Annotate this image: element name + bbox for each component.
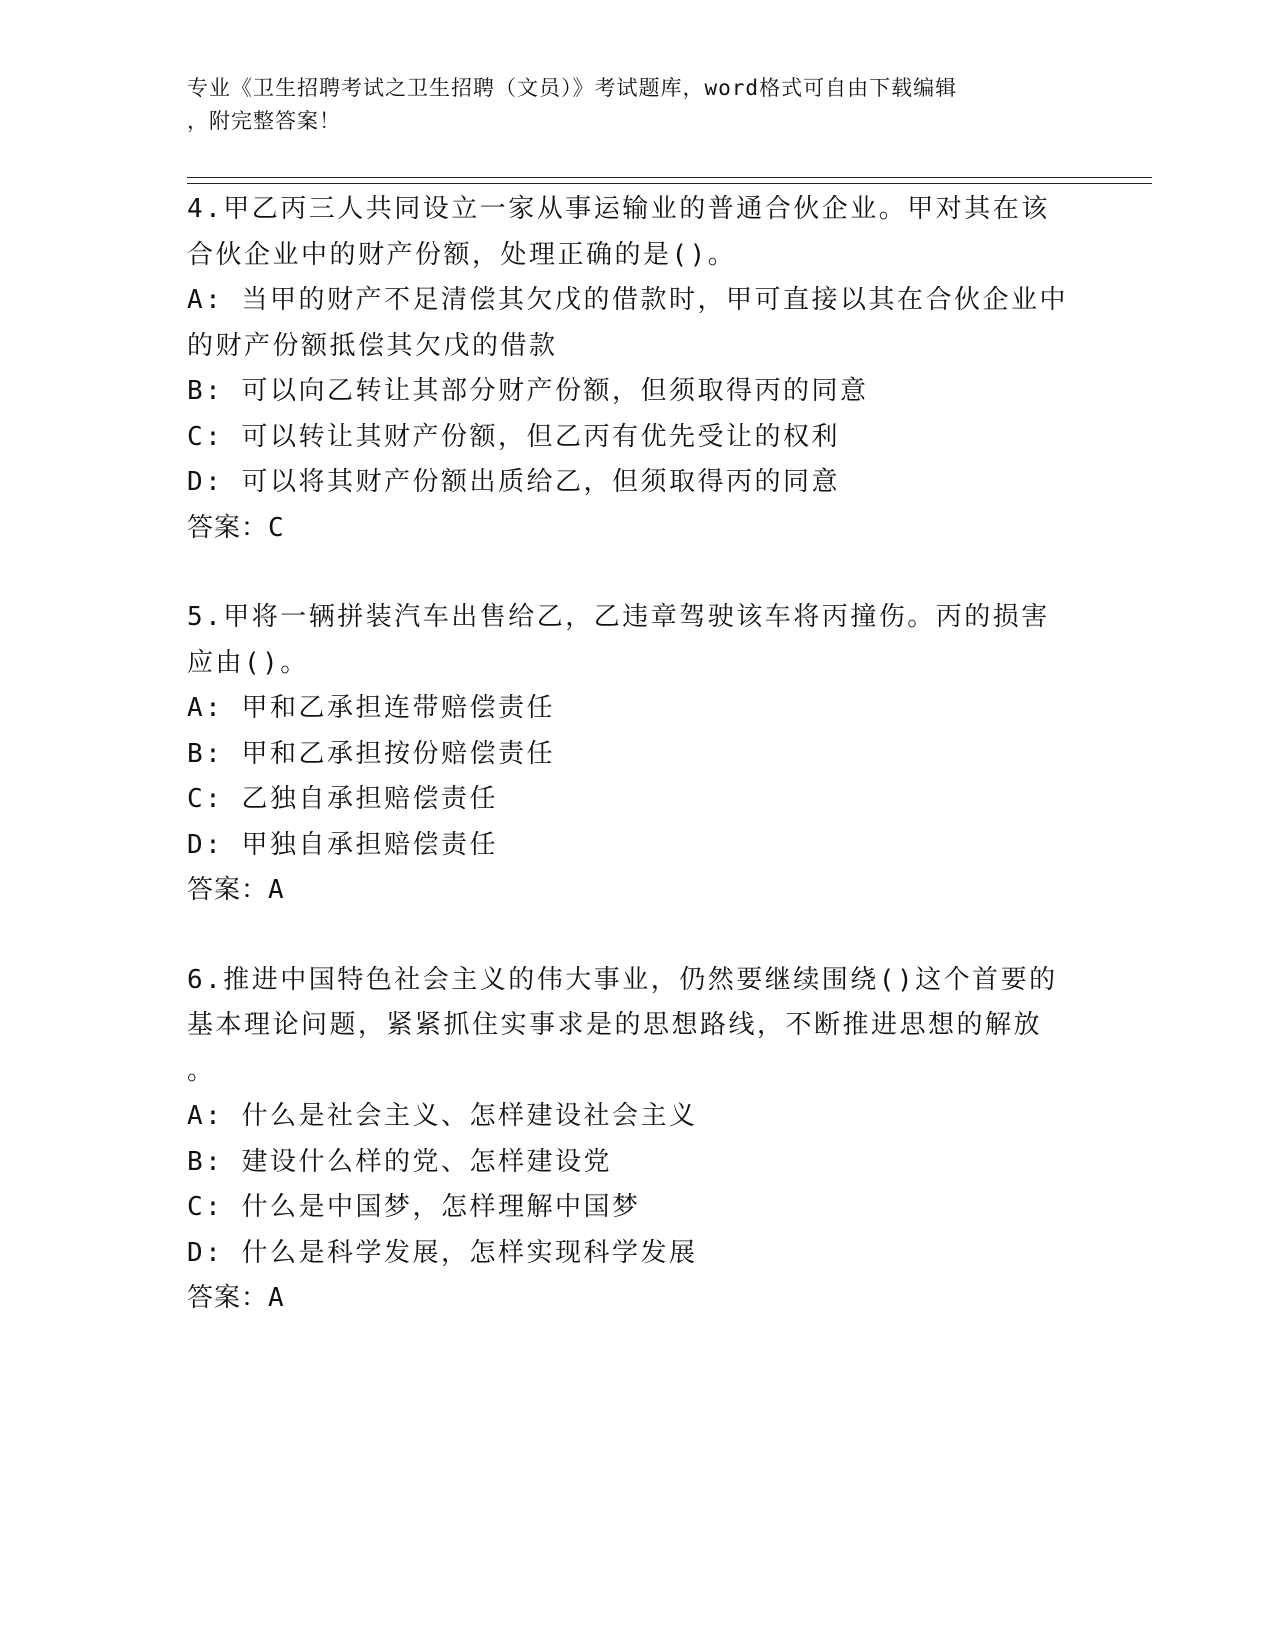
option-d: D: 甲独自承担赔偿责任 — [187, 829, 498, 860]
question-spacer — [187, 551, 1087, 595]
question-stem-line: 合伙企业中的财产份额，处理正确的是()。 — [187, 239, 737, 270]
option-c: C: 什么是中国梦，怎样理解中国梦 — [187, 1192, 641, 1222]
header-line-2: ，附完整答案！ — [187, 109, 341, 133]
answer-label: 答案： — [187, 512, 269, 543]
header-line-1: 专业《卫生招聘考试之卫生招聘（文员）》考试题库，word格式可自由下载编辑 — [187, 76, 958, 100]
question-stem-line: 基本理论问题，紧紧抓住实事求是的思想路线，不断推进思想的解放 — [187, 1010, 1043, 1040]
question-list — [187, 187, 1087, 1322]
question-spacer — [187, 914, 1087, 958]
answer-label: 答案： — [187, 875, 269, 905]
document-header — [187, 72, 1067, 138]
option-c: C: 乙独自承担赔偿责任 — [187, 784, 498, 814]
option-b: B: 建设什么样的党、怎样建设党 — [187, 1146, 612, 1177]
question-item — [187, 187, 1087, 551]
question-item — [187, 595, 1087, 914]
answer-value: A — [268, 1283, 285, 1313]
option-c: C: 可以转让其财产份额，但乙丙有优先受让的权利 — [187, 421, 840, 452]
option-b: B: 甲和乙承担按份赔偿责任 — [187, 738, 555, 769]
header-divider-top — [187, 177, 1152, 178]
question-stem-line: 6.推进中国特色社会主义的伟大事业，仍然要继续围绕()这个首要的 — [187, 964, 1058, 995]
question-stem-line: 5.甲将一辆拼装汽车出售给乙，乙违章驾驶该车将丙撞伤。丙的损害 — [187, 602, 1050, 632]
answer-label: 答案： — [187, 1283, 269, 1313]
question-stem-line: 4.甲乙丙三人共同设立一家从事运输业的普通合伙企业。甲对其在该 — [187, 194, 1050, 224]
option-a-continued: 的财产份额抵偿其欠戊的借款 — [187, 330, 558, 361]
option-d: D: 什么是科学发展，怎样实现科学发展 — [187, 1237, 698, 1268]
answer-value: A — [268, 875, 285, 905]
answer-line — [187, 868, 1087, 914]
option-a: A: 什么是社会主义、怎样建设社会主义 — [187, 1101, 698, 1131]
header-divider-bottom — [187, 183, 1152, 184]
option-d: D: 可以将其财产份额出质给乙，但须取得丙的同意 — [187, 467, 840, 497]
answer-line — [187, 506, 1087, 552]
question-item — [187, 958, 1087, 1322]
question-stem-line: 。 — [187, 1055, 216, 1086]
option-a: A: 甲和乙承担连带赔偿责任 — [187, 693, 555, 723]
answer-line — [187, 1276, 1087, 1322]
question-stem-line: 应由()。 — [187, 647, 309, 678]
option-a: A: 当甲的财产不足清偿其欠戊的借款时，甲可直接以其在合伙企业中 — [187, 285, 1068, 315]
option-b: B: 可以向乙转让其部分财产份额，但须取得丙的同意 — [187, 376, 869, 406]
answer-value: C — [268, 512, 285, 543]
